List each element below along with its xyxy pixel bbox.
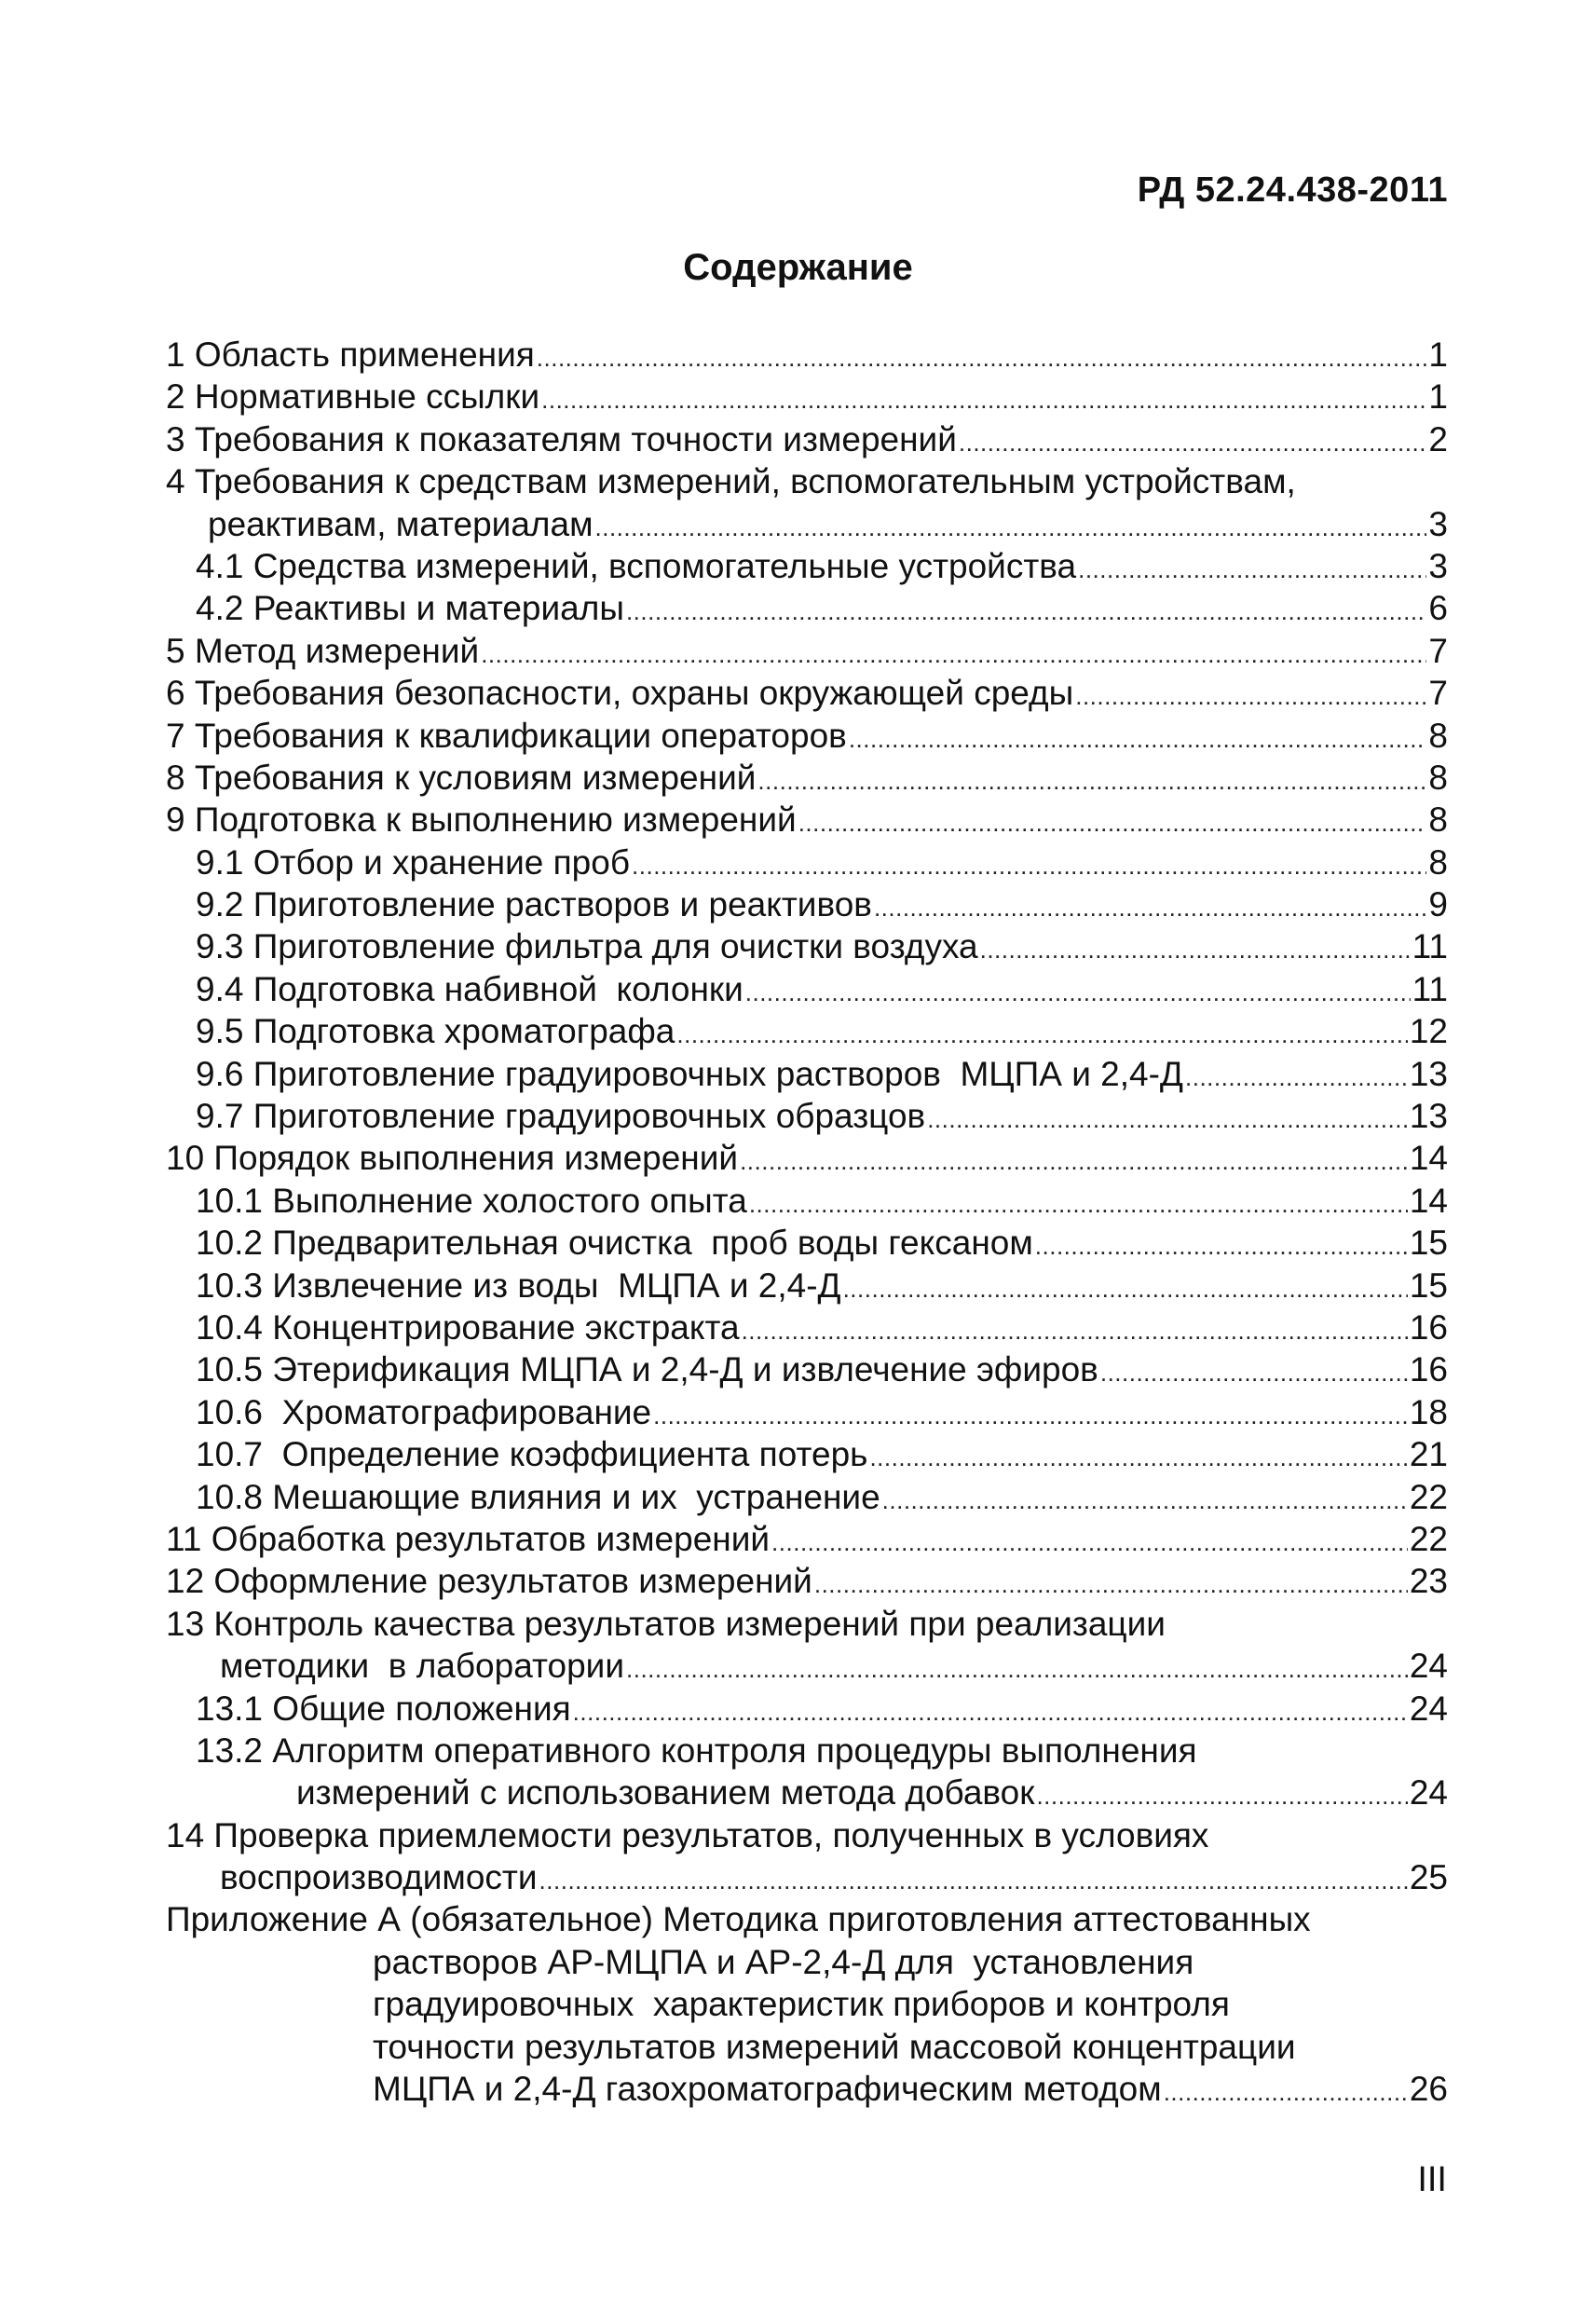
toc-entry-page: 25: [1409, 1858, 1448, 1897]
toc-entry-title: 9.2 Приготовление растворов и реактивов: [196, 885, 872, 924]
toc-leader-dots: [1075, 676, 1426, 718]
toc-entry-page: 3: [1428, 504, 1448, 543]
toc-entry-title: 10.6 Хроматографирование: [196, 1392, 652, 1431]
toc-entry-title: 11 Обработка результатов измерений: [166, 1519, 771, 1558]
toc-entry-page: 8: [1428, 842, 1448, 882]
toc-entry-title: 9.5 Подготовка хроматографа: [196, 1012, 675, 1051]
toc-leader-dots: [481, 634, 1426, 676]
toc-entry-page: 16: [1409, 1350, 1448, 1389]
toc-leader-dots: [1078, 549, 1426, 591]
toc-leader-dots: [1164, 2072, 1408, 2114]
toc-entry-title: 4.2 Реактивы и материалы: [196, 589, 624, 628]
toc-entry-page: 11: [1412, 969, 1448, 1008]
toc-entry-title: 10 Порядок выполнения измерений: [166, 1139, 739, 1178]
toc-entry-title: 9.6 Приготовление градуировочных растворов МЦПА и 2,4-Д: [196, 1054, 1183, 1093]
toc-entry-title: Приложение А (обязательное) Методика приготовления аттестованных: [166, 1900, 1311, 1939]
toc-entry-page: 14: [1409, 1139, 1448, 1178]
toc-entry[interactable]: [166, 1348, 1448, 1390]
toc-entry[interactable]: [166, 1518, 1448, 1560]
toc-entry-page: 15: [1409, 1265, 1448, 1305]
toc-entry-page: 1: [1428, 335, 1448, 374]
toc-leader-dots: [539, 1860, 1408, 1902]
toc-entry[interactable]: [166, 2068, 1448, 2110]
toc-entry[interactable]: [166, 1222, 1448, 1264]
toc-entry[interactable]: [166, 460, 1448, 502]
toc-leader-dots: [798, 802, 1427, 844]
toc-entry-title: 5 Метод измерений: [166, 631, 480, 670]
toc-entry-page: 18: [1409, 1392, 1448, 1431]
toc-leader-dots: [1185, 1057, 1408, 1099]
toc-entry-page: 6: [1428, 589, 1448, 628]
toc-entry-page: 9: [1428, 885, 1448, 924]
toc-entry-page: 2: [1428, 419, 1448, 458]
page-number: III: [1417, 2160, 1447, 2199]
document-code: РД 52.24.438-2011: [1137, 171, 1448, 210]
toc-entry[interactable]: [166, 1476, 1448, 1518]
toc-entry-title: 13.1 Общие положения: [196, 1689, 571, 1728]
toc-entry-title: 4.1 Средства измерений, вспомогательные устройства: [196, 546, 1077, 585]
toc-leader-dots: [980, 929, 1411, 971]
toc-entry-title: 9.4 Подготовка набивной колонки: [196, 969, 743, 1008]
toc-entry-title: 9.3 Приготовление фильтра для очистки воздуха: [196, 927, 978, 966]
toc-entry[interactable]: [166, 1645, 1448, 1687]
toc-leader-dots: [745, 972, 1411, 1014]
toc-entry[interactable]: [166, 418, 1448, 460]
toc-entry[interactable]: [166, 1560, 1448, 1602]
toc-leader-dots: [749, 1183, 1408, 1225]
toc-entry-title: 10.4 Концентрирование экстракта: [196, 1307, 740, 1347]
toc-entry[interactable]: [166, 587, 1448, 629]
toc-entry[interactable]: [166, 1730, 1448, 1772]
toc-entry-page: 24: [1409, 1647, 1448, 1686]
toc-entry-page: 1: [1428, 377, 1448, 417]
toc-entry-title: измерений с использованием метода добавок: [296, 1773, 1035, 1813]
toc-entry-title: точности результатов измерений массовой концентрации: [373, 2027, 1296, 2066]
toc-entry[interactable]: [166, 968, 1448, 1010]
toc-entry[interactable]: [166, 1772, 1448, 1813]
toc-entry[interactable]: [166, 503, 1448, 545]
toc-entry[interactable]: [166, 1856, 1448, 1898]
toc-entry[interactable]: [166, 1814, 1448, 1856]
toc-entry-title: 3 Требования к показателям точности измерений: [166, 419, 957, 458]
toc-entry-page: 13: [1409, 1097, 1448, 1136]
toc-entry[interactable]: [166, 1265, 1448, 1306]
toc-leader-dots: [869, 1437, 1407, 1479]
toc-entry[interactable]: [166, 841, 1448, 883]
toc-entry-title: 4 Требования к средствам измерений, вспомогательным устройствам,: [166, 462, 1296, 501]
toc-entry-title: 10.5 Этерификация МЦПА и 2,4-Д и извлечение эфиров: [196, 1350, 1098, 1389]
toc-entry-page: 3: [1428, 546, 1448, 585]
toc-entry[interactable]: [166, 1137, 1448, 1179]
toc-leader-dots: [595, 507, 1427, 549]
toc-entry[interactable]: [166, 1433, 1448, 1475]
toc-leader-dots: [843, 1268, 1408, 1310]
toc-leader-dots: [771, 1522, 1408, 1564]
toc-entry-page: 14: [1409, 1181, 1448, 1220]
toc-entry[interactable]: [166, 672, 1448, 714]
toc-leader-dots: [814, 1564, 1408, 1606]
toc-entry-title: методики в лаборатории: [220, 1647, 624, 1686]
toc-entry-title: растворов АР-МЦПА и АР-2,4-Д для установления: [373, 1942, 1194, 1981]
toc-entry-page: 23: [1409, 1562, 1448, 1601]
toc-entry[interactable]: [166, 1688, 1448, 1730]
toc-leader-dots: [927, 1099, 1408, 1141]
toc-entry[interactable]: [166, 799, 1448, 841]
toc-entry[interactable]: [166, 1010, 1448, 1052]
toc-entry-page: 7: [1428, 674, 1448, 713]
toc-leader-dots: [1036, 1775, 1407, 1817]
toc-entry-title: 1 Область применения: [166, 335, 535, 374]
toc-entry-title: градуировочных характеристик приборов и контроля: [373, 1985, 1230, 2024]
toc-entry[interactable]: [166, 1603, 1448, 1645]
toc-entry-page: 21: [1409, 1435, 1448, 1474]
toc-entry[interactable]: [166, 1306, 1448, 1348]
toc-leader-dots: [882, 1480, 1408, 1522]
toc-entry[interactable]: [166, 1898, 1448, 1940]
toc-leader-dots: [1100, 1352, 1408, 1394]
toc-leader-dots: [1035, 1225, 1408, 1267]
toc-leader-dots: [573, 1691, 1408, 1733]
toc-leader-dots: [959, 422, 1427, 464]
toc-entry-page: 16: [1409, 1307, 1448, 1347]
toc-entry[interactable]: [166, 545, 1448, 587]
toc-leader-dots: [541, 379, 1426, 421]
toc-leader-dots: [626, 591, 1426, 633]
toc-entry-title: 13.2 Алгоритм оперативного контроля процедуры выполнения: [196, 1731, 1197, 1770]
toc-entry-page: 24: [1409, 1773, 1448, 1813]
toc-entry-page: 7: [1428, 631, 1448, 670]
toc-entry-title: 8 Требования к условиям измерений: [166, 758, 757, 797]
toc-entry[interactable]: [166, 630, 1448, 672]
toc-entry-title: 6 Требования безопасности, охраны окружающей среды: [166, 674, 1074, 713]
toc-entry[interactable]: [166, 1391, 1448, 1433]
toc-entry-page: 8: [1428, 716, 1448, 755]
toc-entry[interactable]: [166, 334, 1448, 376]
toc-entry[interactable]: [166, 1180, 1448, 1222]
toc-entry[interactable]: [166, 757, 1448, 799]
toc-entry-page: 26: [1409, 2070, 1448, 2109]
toc-entry[interactable]: [166, 1053, 1448, 1095]
toc-entry-page: 15: [1409, 1224, 1448, 1263]
toc-entry-title: 10.3 Извлечение из воды МЦПА и 2,4-Д: [196, 1265, 841, 1305]
toc-entry[interactable]: [166, 883, 1448, 925]
toc-leader-dots: [874, 887, 1426, 929]
toc-entry-title: 10.8 Мешающие влияния и их устранение: [196, 1477, 880, 1516]
toc-leader-dots: [757, 760, 1426, 802]
toc-leader-dots: [742, 1310, 1408, 1352]
toc-entry-title: 10.2 Предварительная очистка проб воды гексаном: [196, 1224, 1033, 1263]
toc-entry-title: 10.7 Определение коэффициента потерь: [196, 1435, 868, 1474]
toc-leader-dots: [653, 1395, 1408, 1437]
toc-entry-title: 12 Оформление результатов измерений: [166, 1562, 812, 1601]
toc-entry-page: 8: [1428, 758, 1448, 797]
toc-entry-page: 12: [1409, 1012, 1448, 1051]
toc-entry-title: 14 Проверка приемлемости результатов, полученных в условиях: [166, 1815, 1209, 1854]
toc-entry-title: 9.7 Приготовление градуировочных образцов: [196, 1097, 926, 1136]
toc-entry-title: реактивам, материалам: [208, 504, 593, 543]
toc-entry-title: 9 Подготовка к выполнению измерений: [166, 800, 797, 840]
toc-leader-dots: [849, 718, 1427, 760]
toc-entry[interactable]: [166, 1095, 1448, 1137]
toc-entry-page: 8: [1428, 800, 1448, 840]
toc-entry-title: 13 Контроль качества результатов измерений при реализации: [166, 1604, 1166, 1643]
toc-entry[interactable]: [166, 1941, 1448, 1983]
toc-leader-dots: [676, 1014, 1407, 1056]
toc-entry[interactable]: [166, 2026, 1448, 2068]
toc-entry[interactable]: [166, 925, 1448, 967]
table-of-contents: [166, 334, 1448, 2110]
toc-entry-title: 10.1 Выполнение холостого опыта: [196, 1181, 747, 1220]
toc-entry[interactable]: [166, 376, 1448, 417]
toc-entry-title: воспроизводимости: [220, 1858, 538, 1897]
toc-entry-title: 9.1 Отбор и хранение проб: [196, 842, 631, 882]
toc-entry-page: 24: [1409, 1689, 1448, 1728]
toc-leader-dots: [537, 337, 1427, 379]
toc-entry[interactable]: [166, 1983, 1448, 2025]
toc-entry-page: 11: [1412, 927, 1448, 966]
toc-entry-page: 13: [1409, 1054, 1448, 1093]
toc-leader-dots: [632, 845, 1426, 887]
toc-entry-title: 2 Нормативные ссылки: [166, 377, 540, 417]
toc-entry-page: 22: [1409, 1519, 1448, 1558]
toc-entry-title: 7 Требования к квалификации операторов: [166, 716, 847, 755]
page-title: Содержание: [683, 247, 913, 288]
toc-leader-dots: [626, 1648, 1408, 1690]
toc-entry[interactable]: [166, 715, 1448, 757]
toc-entry-title: МЦПА и 2,4-Д газохроматографическим методом: [373, 2070, 1162, 2109]
toc-entry-page: 22: [1409, 1477, 1448, 1516]
toc-leader-dots: [740, 1141, 1408, 1183]
